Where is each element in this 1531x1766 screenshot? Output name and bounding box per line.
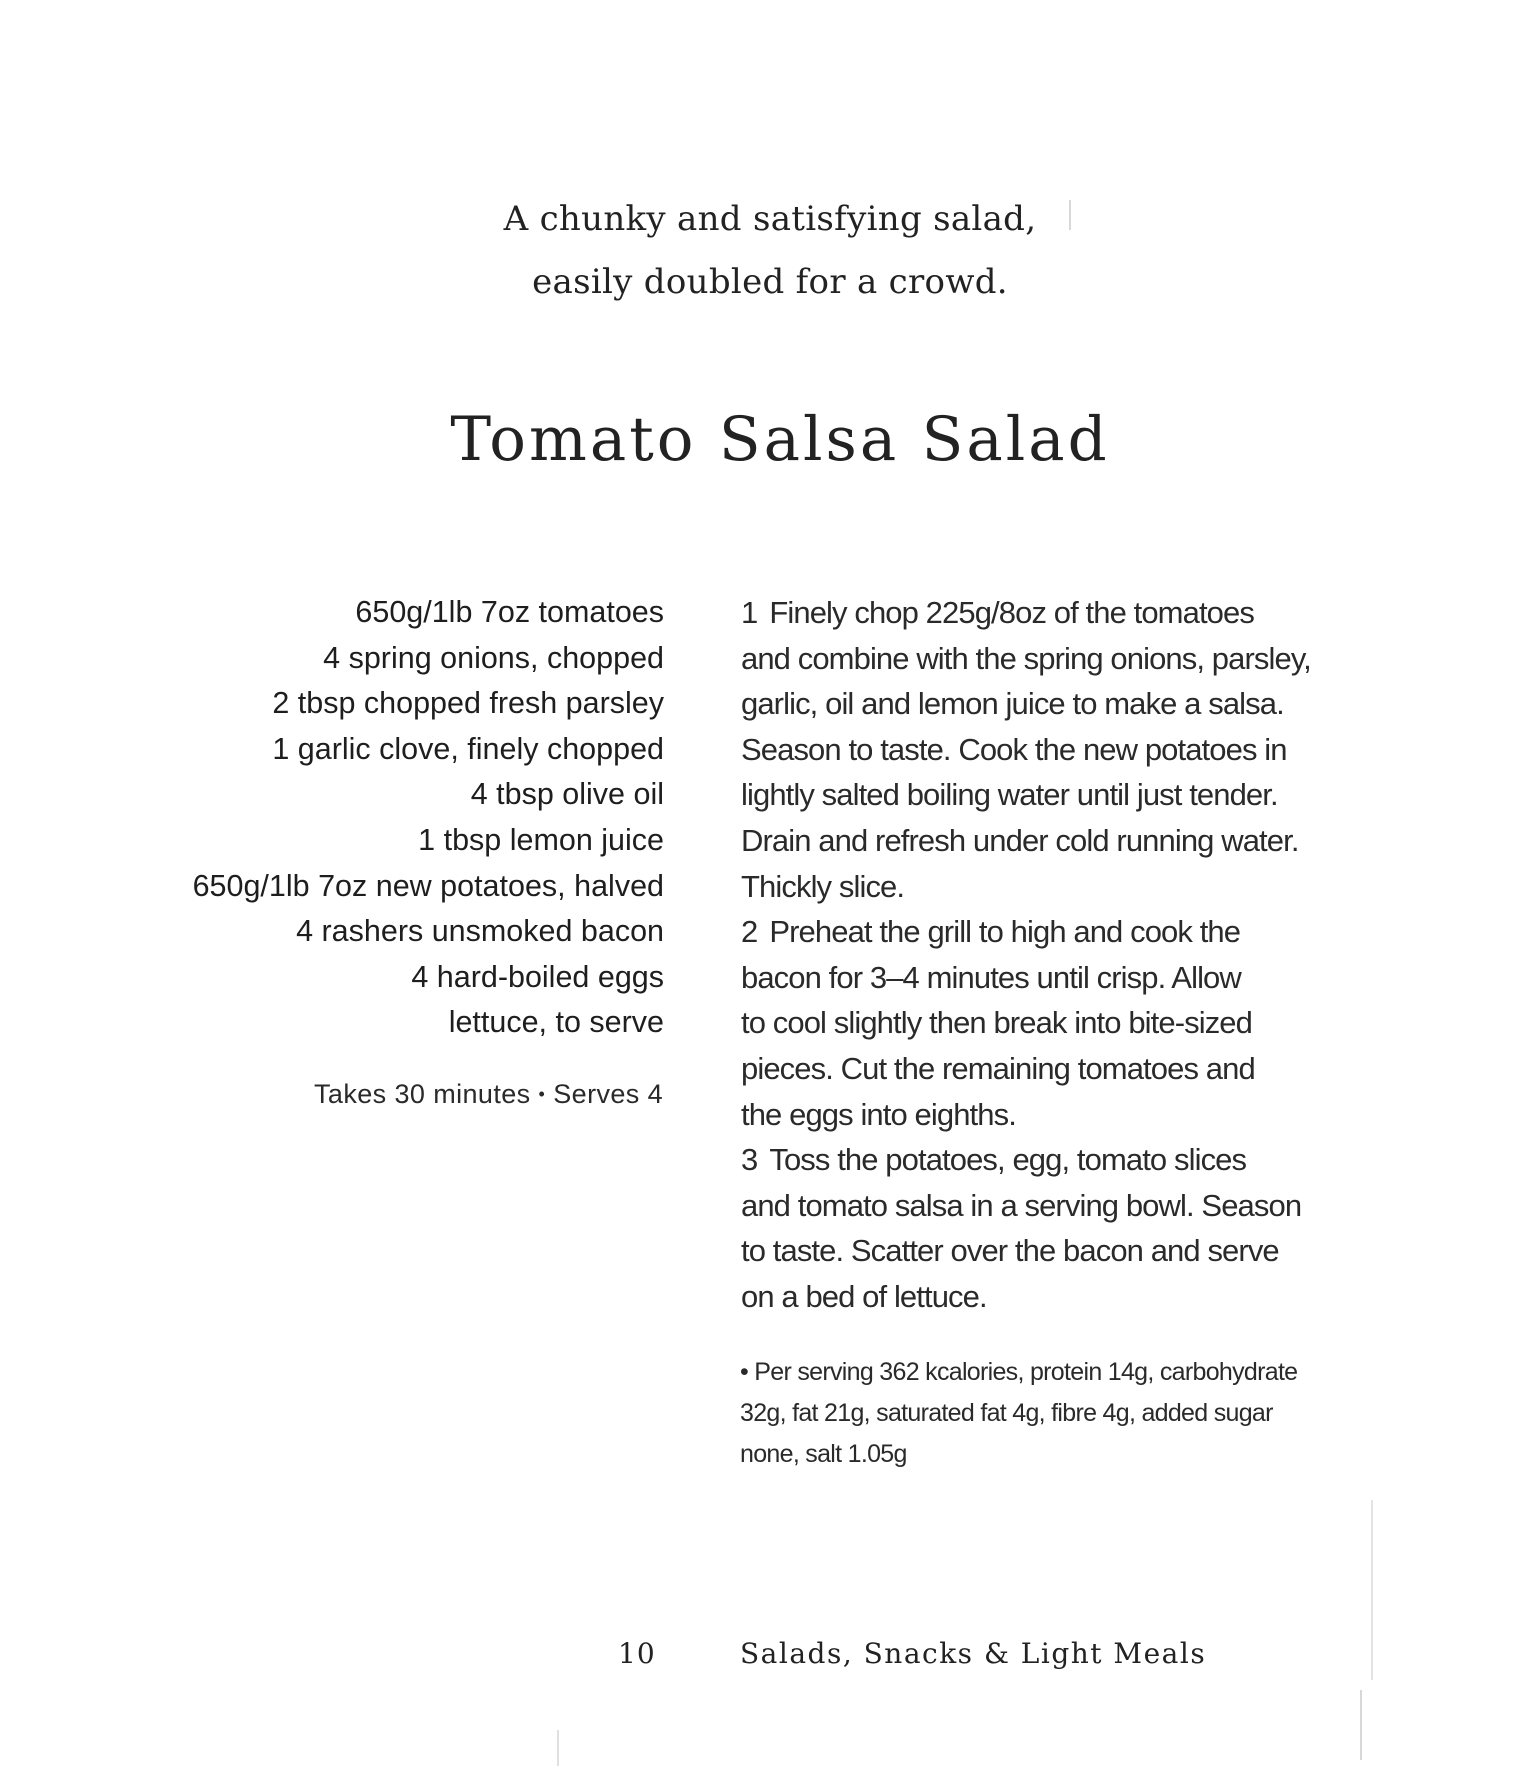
step-text: Toss the potatoes, egg, tomato slices: [769, 1142, 1247, 1178]
page-number: 10: [618, 1637, 656, 1670]
step-text: on a bed of lettuce.: [741, 1278, 987, 1314]
ingredient-item: 650g/1lb 7oz tomatoes: [355, 595, 664, 629]
ingredient-item: 4 spring onions, chopped: [323, 640, 664, 675]
tagline-line: A chunky and satisfying salad,: [503, 199, 1037, 239]
nutrition-line: • Per serving 362 kcalories, protein 14g, carbohydrate: [740, 1358, 1298, 1386]
bullet-separator-icon: •: [538, 1084, 546, 1104]
ingredient-item: 1 garlic clove, finely chopped: [272, 731, 664, 766]
recipe-title: Tomato Salsa Salad: [450, 404, 1110, 475]
section-title: Salads, Snacks & Light Meals: [740, 1637, 1207, 1670]
scan-artifact: [1371, 1500, 1373, 1680]
step-text: garlic, oil and lemon juice to make a salsa.: [741, 686, 1284, 722]
step-text: and combine with the spring onions, parsley,: [741, 640, 1311, 676]
nutrition-info: [740, 1352, 1460, 1475]
ingredient-item: 4 hard-boiled eggs: [411, 959, 664, 994]
scan-artifact: [557, 1730, 559, 1766]
scan-artifact: [1360, 1690, 1362, 1760]
method-step: [741, 1137, 1461, 1319]
step-text: Preheat the grill to high and cook the: [769, 914, 1241, 950]
prep-time: Takes 30 minutes: [314, 1079, 531, 1109]
tagline-line: easily doubled for a crowd.: [532, 262, 1008, 302]
step-text: and tomato salsa in a serving bowl. Season: [741, 1187, 1302, 1223]
step-number: 2: [741, 914, 758, 950]
nutrition-line: 32g, fat 21g, saturated fat 4g, fibre 4g, added sugar: [740, 1399, 1273, 1427]
step-text: Thickly slice.: [741, 868, 905, 904]
method-step: [741, 909, 1461, 1137]
step-text: to taste. Scatter over the bacon and serve: [741, 1233, 1279, 1269]
recipe-meta: [103, 1074, 663, 1114]
recipe-tagline: [420, 188, 1120, 314]
step-text: Season to taste. Cook the new potatoes in: [741, 731, 1287, 767]
nutrition-line: none, salt 1.05g: [740, 1440, 907, 1468]
step-text: lightly salted boiling water until just tender.: [741, 777, 1278, 813]
ingredient-item: 1 tbsp lemon juice: [418, 822, 664, 857]
ingredient-item: 4 tbsp olive oil: [470, 777, 664, 812]
ingredient-item: 2 tbsp chopped fresh parsley: [272, 686, 664, 721]
step-number: 3: [741, 1142, 758, 1178]
ingredient-item: lettuce, to serve: [448, 1005, 664, 1040]
step-text: Drain and refresh under cold running water.: [741, 822, 1299, 858]
step-text: Finely chop 225g/8oz of the tomatoes: [769, 595, 1254, 630]
step-text: the eggs into eighths.: [741, 1096, 1016, 1132]
ingredients-list: [104, 590, 664, 1046]
step-text: bacon for 3–4 minutes until crisp. Allow: [741, 959, 1241, 995]
method-steps: [741, 590, 1461, 1320]
step-number: 1: [741, 595, 758, 630]
method-step: [741, 590, 1461, 909]
scan-artifact: [1069, 200, 1071, 230]
step-text: pieces. Cut the remaining tomatoes and: [741, 1050, 1255, 1086]
ingredient-item: 4 rashers unsmoked bacon: [296, 914, 664, 949]
ingredient-item: 650g/1lb 7oz new potatoes, halved: [192, 868, 664, 903]
servings: Serves 4: [553, 1079, 663, 1109]
step-text: to cool slightly then break into bite-sized: [741, 1005, 1252, 1041]
